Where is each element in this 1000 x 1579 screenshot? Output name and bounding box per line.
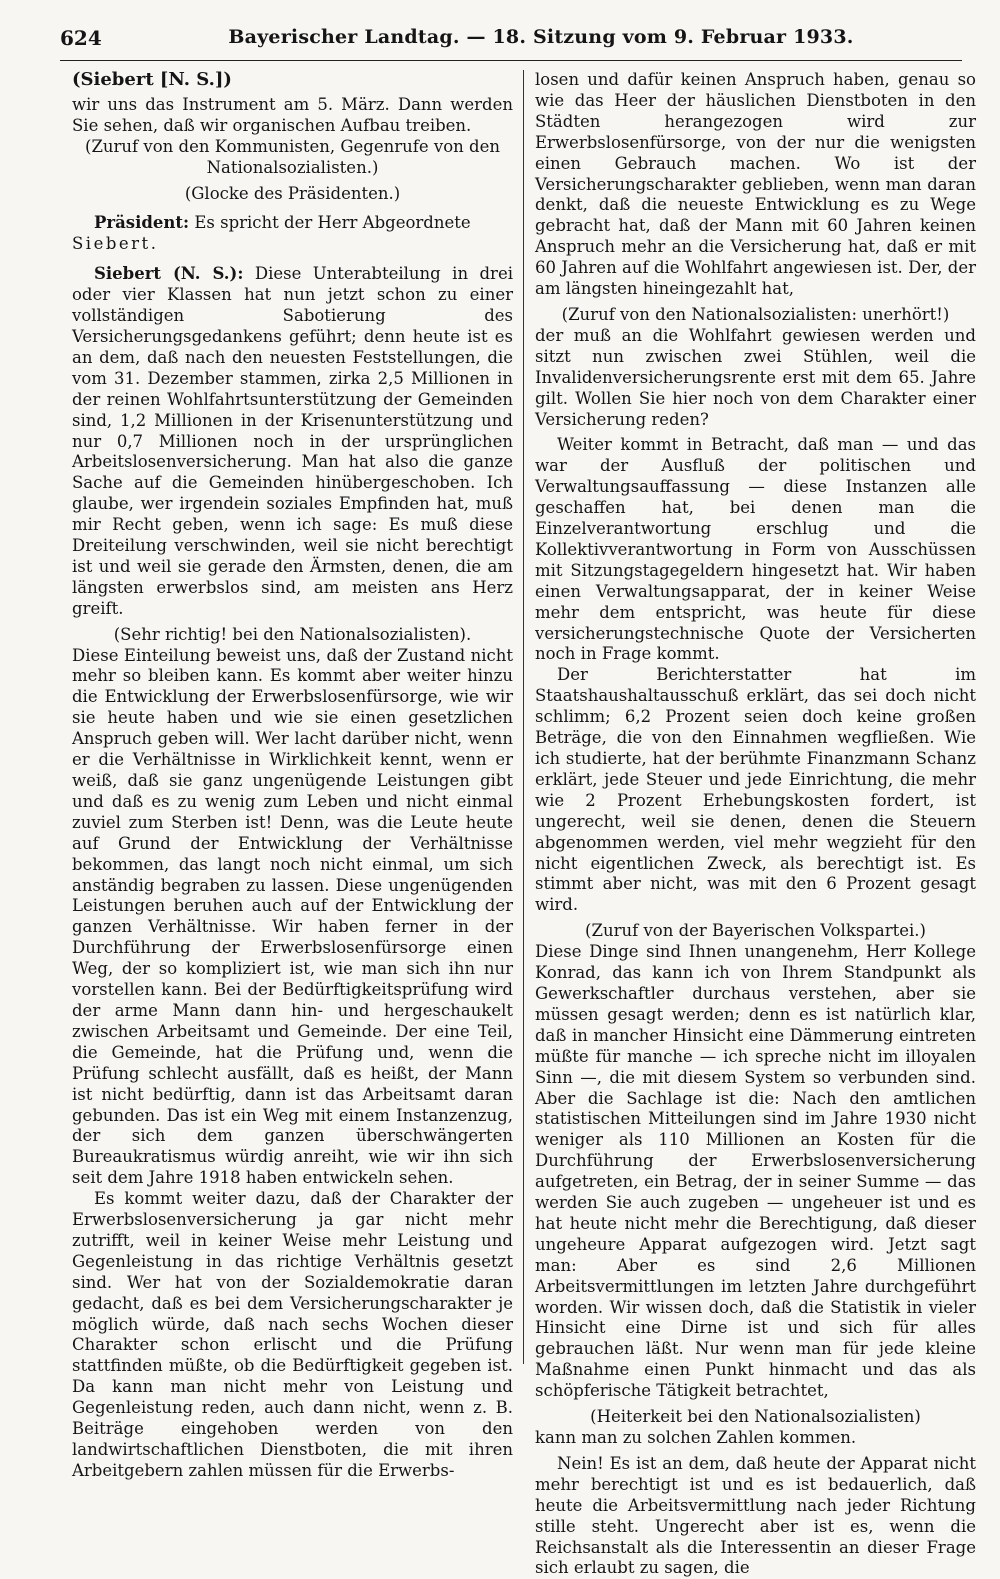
page-number: 624 — [60, 26, 102, 50]
speaker-name: Siebert — [94, 264, 162, 284]
interjection: (Sehr richtig! bei den Nationalsozialisten). — [113, 624, 472, 644]
paragraph: Es kommt weiter dazu, daß der Charakter der Erwerbslosenversicherung ja gar nicht mehr zutrifft, weil in keiner Weise mehr Leistung und Gegenleistung in das richtige Verhältnis gesetzt sind. Wer hat von der Sozialdemokratie daran gedacht, daß es bei dem Versicherungscharakter je möglich würde, daß nach sechs Wochen dieser Charakter schon erlischt und die Prüfung stattfinden müßte, ob die Bedürftigkeit gegeben ist. Da kann man nicht mehr von Leistung und Gegenleistung reden, auch dann nicht, wenn z. B. Beiträge eingehoben werden von den landwirtschaftlichen Dienstboten, die mit ihren Arbeitgebern zahlen müssen für die Erwerbs- — [72, 1189, 513, 1480]
speaker-name: Präsident: — [94, 213, 190, 233]
paragraph-text: Es spricht der Herr Abgeordnete — [189, 213, 471, 233]
interjection: (Glocke des Präsidenten.) — [184, 183, 401, 203]
running-title: Bayerischer Landtag. — 18. Sitzung vom 9. Februar 1933. — [228, 26, 854, 48]
paragraph: Nein! Es ist an dem, daß heute der Apparat nicht mehr berechtigt ist und es ist bedauerlich, daß heute die Arbeitsvermittlung nach jeder Richtung stille steht. Ungerecht aber ist es, wenn die Reichsanstalt als die Interessentin an dieser Frage sich erlaubt zu sagen, die — [535, 1453, 976, 1578]
interjection: (Zuruf von den Nationalsozialisten: unerhört!) — [561, 304, 950, 324]
paragraph: wir uns das Instrument am 5. März. Dann werden Sie sehen, daß wir organischen Aufbau treiben. — [72, 94, 513, 135]
paragraph: Weiter kommt in Betracht, daß man — und das war der Ausfluß der politischen und Verwaltungsauffassung — diese Instanzen alle geschaffen hat, bei denen man die Einzelverantwortung erschlug und die Kollektivverantwortung in Form von Ausschüssen mit Sitzungstagegeldern hingesetzt hat. Wir haben einen Verwaltungsapparat, der in keiner Weise mehr dem entspricht, was heute für diese versicherungstechnische Quote der Versicherten noch in Frage kommt. — [535, 435, 976, 664]
paragraph: Diese Dinge sind Ihnen unangenehm, Herr Kollege Konrad, das kann ich von Ihrem Standpunkt als Gewerkschaftler durchaus verstehen, aber sie müssen gesagt werden; denn es ist natürlich klar, daß in mancher Hinsicht eine Dämmerung eintreten müßte für manche — ich spreche nicht im illoyalen Sinn —, die mit diesem System so verbunden sind. Aber die Sachlage ist die: Nach den amtlichen statistischen Mitteilungen sind im Jahre 1930 nicht weniger als 110 Millionen an Kosten für die Durchführung der Erwerbslosenversicherung aufgetreten, ein Betrag, der in seiner Summe — das werden Sie auch zugeben — ungeheuer ist und es hat heute nicht mehr die Berechtigung, daß dieser ungeheure Apparat aufgezogen wird. Jetzt sagt man: Aber es sind 2,6 Millionen Arbeitsvermittlungen im letzten Jahre durchgeführt worden. Wir wissen doch, daß die Statistik in vieler Hinsicht eine Dirne ist und sich für alles gebrauchen läßt. Nur wenn man für jede kleine Maßnahme einen Punkt hinmacht und das als schöpferische Tätigkeit betrachtet, — [535, 942, 976, 1401]
speaker-party: (N. S.): — [161, 264, 244, 284]
speaker-continuation-heading: (Siebert [N. S.]) — [72, 69, 232, 90]
interjection: (Heiterkeit bei den Nationalsozialisten) — [590, 1407, 921, 1427]
speaker-name-spaced: Siebert. — [72, 234, 159, 254]
right-column — [523, 70, 976, 1578]
paragraph-text: Diese Unterabteilung in drei oder vier Klassen hat nun jetzt schon zu einer vollständigen Sabotierung des Versicherungsgedankens geführt; denn heute ist es an dem, daß nach den neuesten Feststellungen, die vom 31. Dezember stammen, zirka 2,5 Millionen in der reinen Wohlfahrtsunterstützung der Gemeinden sind, 1,2 Millionen in der Krisenunterstützung und nur 0,7 Millionen noch in der ursprünglichen Arbeitslosenversicherung. Man hat also die ganze Sache auf die Gemeinden hinübergeschoben. Ich glaube, wer irgendein soziales Empfinden hat, muß mir Recht geben, wenn ich sage: Es muß diese Dreiteilung verschwinden, weil sie nicht berechtigt ist und weil sie gerade den Ärmsten, denen, die am längsten erwerbslos sind, am meisten ans Herz greift. — [72, 264, 513, 618]
paragraph: Diese Einteilung beweist uns, daß der Zustand nicht mehr so bleiben kann. Es kommt aber weiter hinzu die Entwicklung der Erwerbslosenfürsorge, wie wir sie heute haben und wie sie einen gesetzlichen Anspruch geben will. Wer lacht darüber nicht, wenn er die Verhältnisse in Wirklichkeit kennt, wenn er weiß, daß sie ganz ungenügende Leistungen gibt und daß es zu wenig zum Leben und nicht einmal zuviel zum Sterben ist! Denn, was die Leute heute auf Grund der Entwicklung der Verhältnisse bekommen, das langt noch nicht einmal, um sich anständig begraben zu lassen. Diese ungenügenden Leistungen beruhen auch auf der Entwicklung der ganzen Verhältnisse. Wir haben ferner in der Durchführung der Erwerbslosenfürsorge einen Weg, der so kompliziert ist, wie man sich ihn nur vorstellen kann. Bei der Bedürftigkeitsprüfung wird der arme Mann dann hin- und hergeschaukelt zwischen Arbeitsamt und Gemeinde. Der eine Teil, die Gemeinde, hat die Prüfung und, wenn die Prüfung schlecht ausfällt, daß es heißt, der Mann ist nicht bedürftig, dann ist das Arbeitsamt daran gebunden. Das ist ein Weg mit einem Instanzenzug, der sich dem ganzen überschwängerten Bureaukratismus würdig anreiht, wie wir ihn sich seit dem Jahre 1918 haben entwickeln sehen. — [72, 645, 513, 1188]
paragraph: kann man zu solchen Zahlen kommen. — [535, 1428, 857, 1447]
paragraph: losen und dafür keinen Anspruch haben, genau so wie das Heer der häuslichen Dienstboten in den Städten herangezogen wird zur Erwerbslosenfürsorge, von der nur die wenigsten einen Gebrauch machen. Wo ist der Versicherungscharakter geblieben, wenn man daran denkt, daß die neueste Entwicklung es zu Wege gebracht hat, daß der Mann mit 60 Jahren keinen Anspruch mehr an die Versicherung hat, daß er mit 60 Jahren auf die Wohlfahrt angewiesen ist. Der, der am längsten hineingezahlt hat, — [535, 70, 976, 299]
paragraph-siebert — [72, 264, 513, 619]
paragraph: der muß an die Wohlfahrt gewiesen werden und sitzt nun zwischen zwei Stühlen, weil die Invalidenversicherungsrente erst mit dem 65. Jahre gilt. Wollen Sie hier noch von dem Charakter einer Versicherung reden? — [535, 325, 976, 429]
text-columns — [72, 69, 976, 1578]
paragraph: Der Berichterstatter hat im Staatshaushaltausschuß erklärt, das sei doch nicht schlimm; 6,2 Prozent seien doch keine großen Beträge, die von den Einnahmen wegfließen. Wie ich studierte, hat der berühmte Finanzmann Schanz erklärt, jede Steuer und jede Einrichtung, die mehr wie 2 Prozent Erhebungskosten fordert, ist ungerecht, weil sie denen, denen die Steuern abgenommen werden, viel mehr wegzieht für den nicht eigentlichen Zweck, als berechtigt ist. Es stimmt aber nicht, was mit den 6 Prozent gesagt wird. — [535, 665, 976, 915]
left-column — [72, 69, 523, 1480]
page-header — [60, 26, 962, 61]
interjection: (Zuruf von den Kommunisten, Gegenrufe von den Nationalsozialisten.) — [85, 136, 500, 177]
interjection: (Zuruf von der Bayerischen Volkspartei.) — [585, 921, 926, 941]
paragraph-president — [72, 213, 513, 255]
